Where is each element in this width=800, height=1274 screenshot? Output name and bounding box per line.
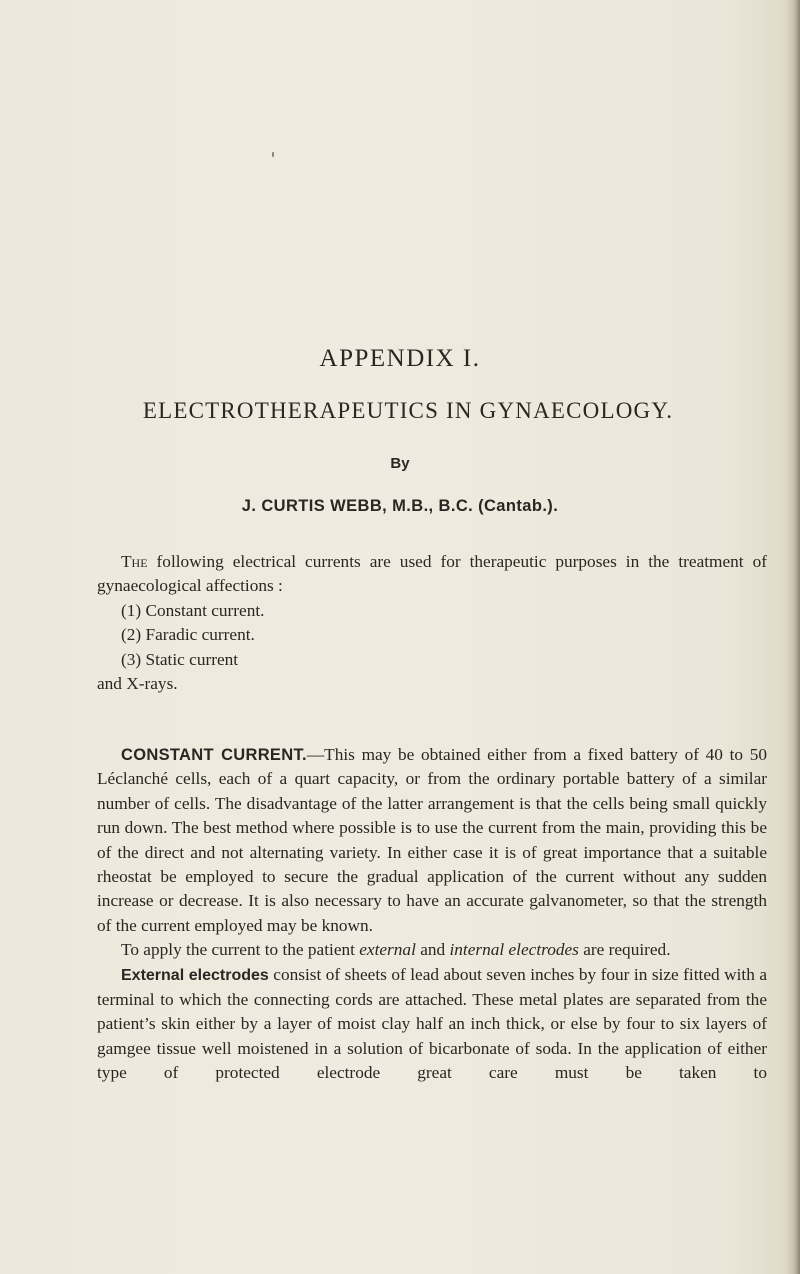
intro-lead-rest: following electrical currents are used for therapeutic purposes in the treatment of gynaecological affections : — [97, 552, 767, 596]
p3-bold-term: External electrodes — [121, 966, 269, 984]
section-paragraph-1-text: —This may be obtained either from a fixed battery of 40 to 50 Léclanché cells, each of a quart capacity, or from the ordinary portable battery of a similar number of cells. The disadvantage of the latter arrangement is that the cells being small quickly run down. The best method where possible is to use the current from the main, providing this be of the direct and not alternating variety. In either case it is of great importance that a suitable rheostat be employed to secure the gradual application of the current without any sudden increase or decrease. It is also necessary to have an accurate galvanometer, so that the strength of the current employed may be known. — [97, 745, 767, 935]
ink-speck — [272, 152, 274, 157]
section-paragraph-2 — [97, 938, 767, 962]
chapter-title: ELECTROTHERAPEUTICS IN GYNAECOLOGY. — [142, 398, 674, 423]
p2-and: and — [415, 940, 450, 960]
intro-closing: and X-rays. — [97, 674, 178, 694]
section-heading: CONSTANT CURRENT. — [121, 746, 307, 764]
list-item-2: (2) Faradic current. — [121, 625, 255, 645]
p2-internal: internal electrodes — [449, 940, 579, 960]
p2-external: external — [359, 940, 416, 960]
intro-lead-word: The — [121, 552, 148, 571]
p2-start: To apply the current to the patient — [121, 940, 360, 960]
intro-paragraph — [97, 550, 767, 599]
section-paragraph-3 — [97, 963, 767, 1086]
appendix-label: APPENDIX I. — [319, 345, 481, 372]
page-edge-shadow — [786, 0, 800, 1274]
p2-end: are required. — [578, 940, 671, 960]
constant-current-section — [97, 743, 767, 1086]
list-item-3: (3) Static current — [121, 649, 239, 669]
byline-by: By — [390, 455, 410, 472]
author-name: J. CURTIS WEBB, M.B., B.C. (Cantab.). — [241, 497, 559, 515]
list-item-1: (1) Constant current. — [121, 600, 265, 620]
intro-block — [97, 550, 767, 696]
p3-rest: consist of sheets of lead about seven inches by four in size fitted with a terminal to which the connecting cords are attached. These metal plates are separated from the patient’s skin either by a layer of moist clay half an inch thick, or else by four to six layers of gamgee tissue well moistened in a solution of bicarbonate of soda. In the application of either type of protected electrode great care must be taken to — [97, 964, 768, 1083]
section-paragraph-1 — [97, 743, 767, 938]
